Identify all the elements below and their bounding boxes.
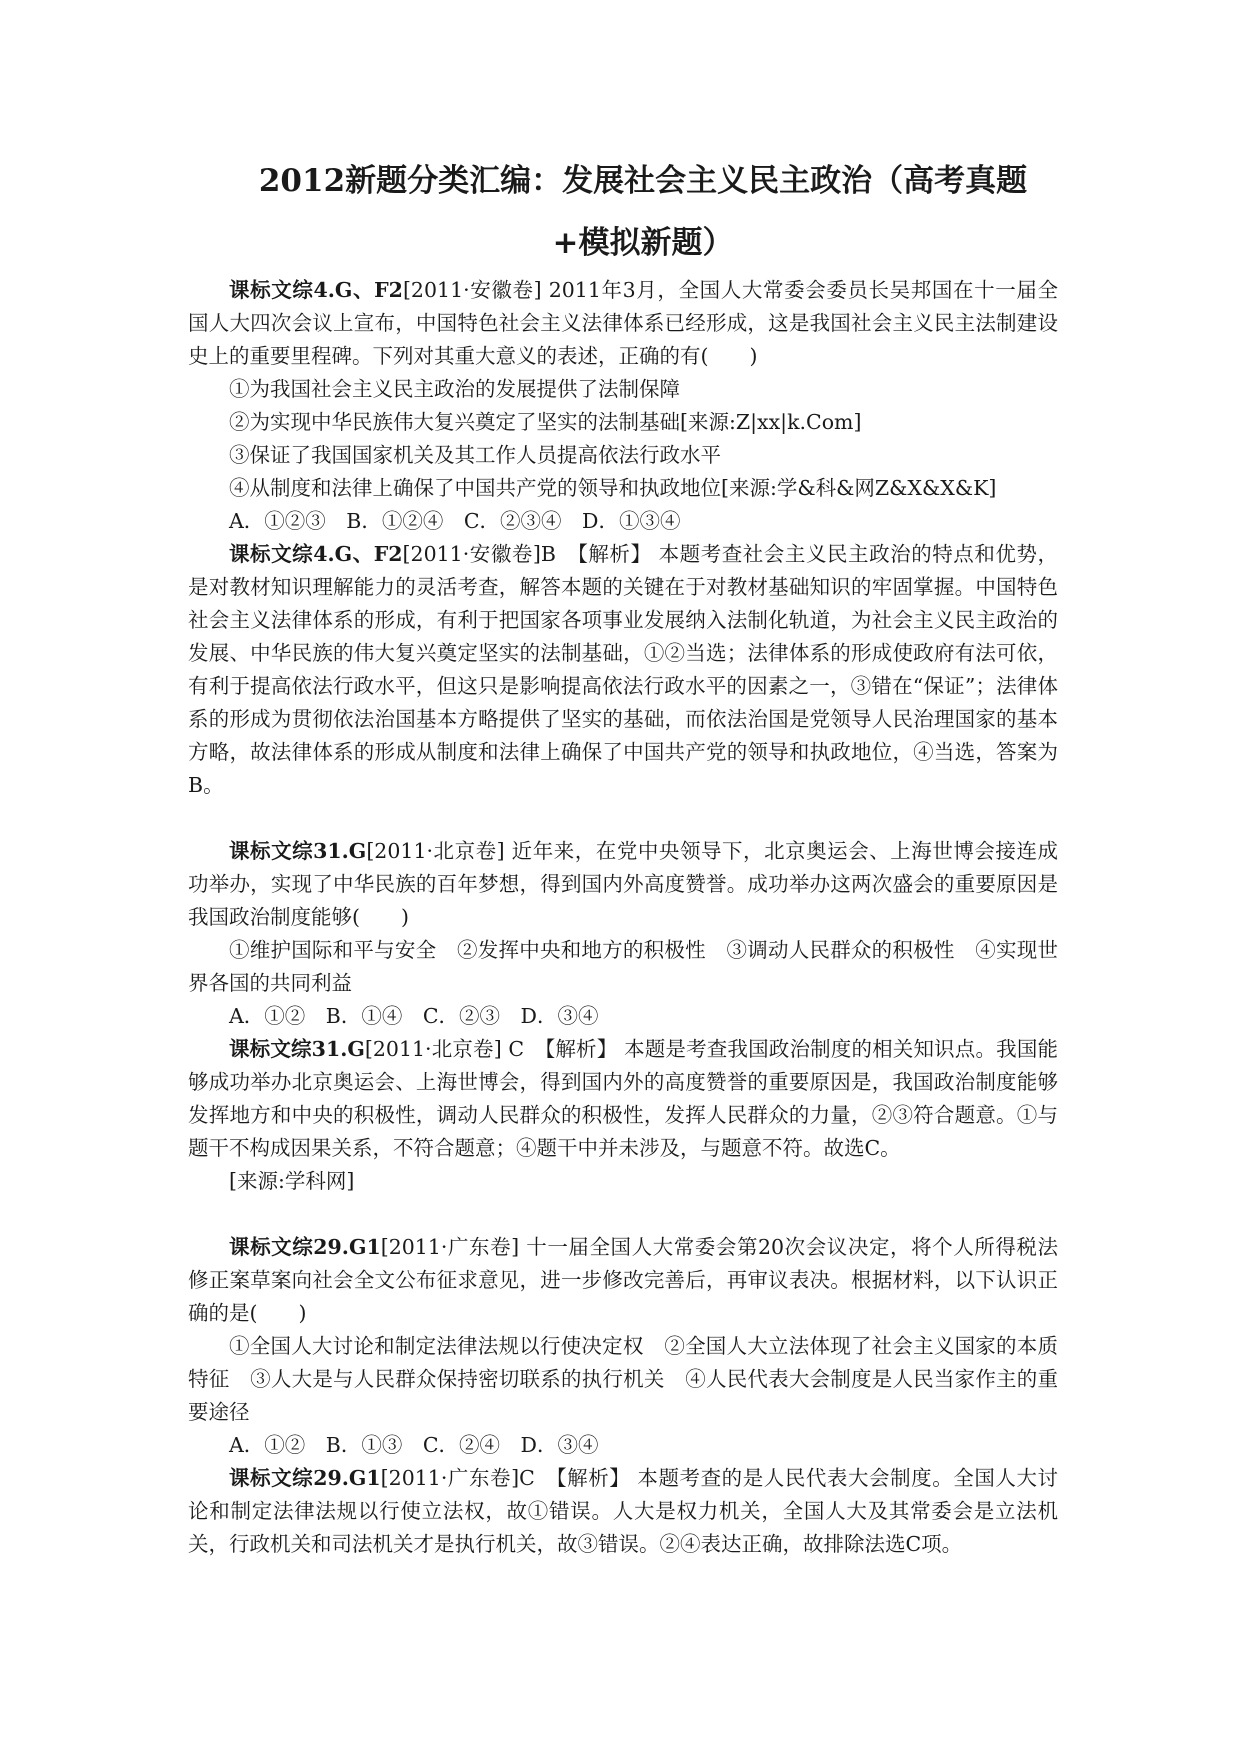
- question-1-stem: [188, 274, 1058, 373]
- question-1-option-1: ①为我国社会主义民主政治的发展提供了法制保障: [229, 377, 680, 401]
- question-3-answer: [188, 1462, 1058, 1561]
- question-1-option-3: ③保证了我国国家机关及其工作人员提高依法行政水平: [229, 443, 721, 467]
- question-2-options: ①维护国际和平与安全 ②发挥中央和地方的积极性 ③调动人民群众的积极性 ④实现世界各国的共同利益: [188, 938, 1058, 995]
- question-1-answer-tag: 课标文综4.G、F2: [229, 542, 403, 566]
- question-3-answer-tag: 课标文综29.G1: [229, 1466, 381, 1490]
- title-line-2: +模拟新题）: [552, 225, 734, 261]
- question-3-options: ①全国人大讨论和制定法律法规以行使决定权 ②全国人大立法体现了社会主义国家的本质特征 ③人大是与人民群众保持密切联系的执行机关 ④人民代表大会制度是人民当家作主的重要途径: [188, 1334, 1058, 1424]
- question-2-choices: A．①② B．①④ C．②③ D．③④: [229, 1004, 599, 1028]
- question-2-answer: [188, 1033, 1058, 1165]
- question-3-text: [2011·广东卷] 十一届全国人大常委会第20次会议决定，将个人所得税法修正案草案向社会全文公布征求意见，进一步修改完善后，再审议表决。根据材料，以下认识正确的是( ): [188, 1235, 1058, 1325]
- question-1-choices: A．①②③ B．①②④ C．②③④ D．①③④: [229, 509, 681, 533]
- question-1-option-2: ②为实现中华民族伟大复兴奠定了坚实的法制基础[来源:Z|xx|k.Com]: [229, 410, 862, 434]
- source-note: [来源:学科网]: [229, 1169, 355, 1193]
- question-1-text: [2011·安徽卷] 2011年3月，全国人大常委会委员长吴邦国在十一届全国人大四次会议上宣布，中国特色社会主义法律体系已经形成，这是我国社会主义民主法制建设史上的重要里程碑。下列对其重大意义的表述，正确的有( ): [188, 278, 1058, 368]
- question-1-answer: [188, 538, 1058, 802]
- spacer: [188, 1198, 1058, 1231]
- question-3-stem: [188, 1231, 1058, 1330]
- question-1-tag: 课标文综4.G、F2: [229, 278, 403, 302]
- question-2-tag: 课标文综31.G: [229, 839, 367, 863]
- question-2-answer-tag: 课标文综31.G: [229, 1037, 365, 1061]
- document-page: [188, 150, 1058, 1561]
- question-2-text: [2011·北京卷] 近年来，在党中央领导下，北京奥运会、上海世博会接连成功举办，实现了中华民族的百年梦想，得到国内外高度赞誉。成功举办这两次盛会的重要原因是我国政治制度能够( ): [188, 839, 1059, 929]
- question-3-answer-text: [2011·广东卷]C 【解析】 本题考查的是人民代表大会制度。全国人大讨论和制定法律法规以行使立法权，故①错误。人大是权力机关，全国人大及其常委会是立法机关，行政机关和司法机关才是执行机关，故③错误。②④表达正确，故排除法选C项。: [188, 1466, 1059, 1556]
- question-2-answer-text: [2011·北京卷] C 【解析】 本题是考查我国政治制度的相关知识点。我国能够成功举办北京奥运会、上海世博会，得到国内外的高度赞誉的重要原因是，我国政治制度能够发挥地方和中央的积极性，调动人民群众的积极性，发挥人民群众的力量，②③符合题意。①与题干不构成因果关系，不符合题意；④题干中并未涉及，与题意不符。故选C。: [188, 1037, 1058, 1160]
- title-line-1: 2012新题分类汇编：发展社会主义民主政治（高考真题: [258, 163, 1028, 199]
- spacer: [188, 802, 1058, 835]
- question-2-stem: [188, 835, 1058, 934]
- question-3-tag: 课标文综29.G1: [229, 1235, 381, 1259]
- question-1-option-4: ④从制度和法律上确保了中国共产党的领导和执政地位[来源:学&科&网Z&X&X&K]: [229, 476, 997, 500]
- question-1-answer-text: [2011·安徽卷]B 【解析】 本题考查社会主义民主政治的特点和优势，是对教材知识理解能力的灵活考查，解答本题的关键在于对教材基础知识的牢固掌握。中国特色社会主义法律体系的形成，有利于把国家各项事业发展纳入法制化轨道，为社会主义民主政治的发展、中华民族的伟大复兴奠定坚实的法制基础，①②当选；法律体系的形成使政府有法可依，有利于提高依法行政水平，但这只是影响提高依法行政水平的因素之一，③错在“保证”；法律体系的形成为贯彻依法治国基本方略提供了坚实的基础，而依法治国是党领导人民治理国家的基本方略，故法律体系的形成从制度和法律上确保了中国共产党的领导和执政地位，④当选，答案为B。: [188, 542, 1058, 797]
- document-title: [188, 150, 1058, 274]
- question-3-choices: A．①② B．①③ C．②④ D．③④: [229, 1433, 599, 1457]
